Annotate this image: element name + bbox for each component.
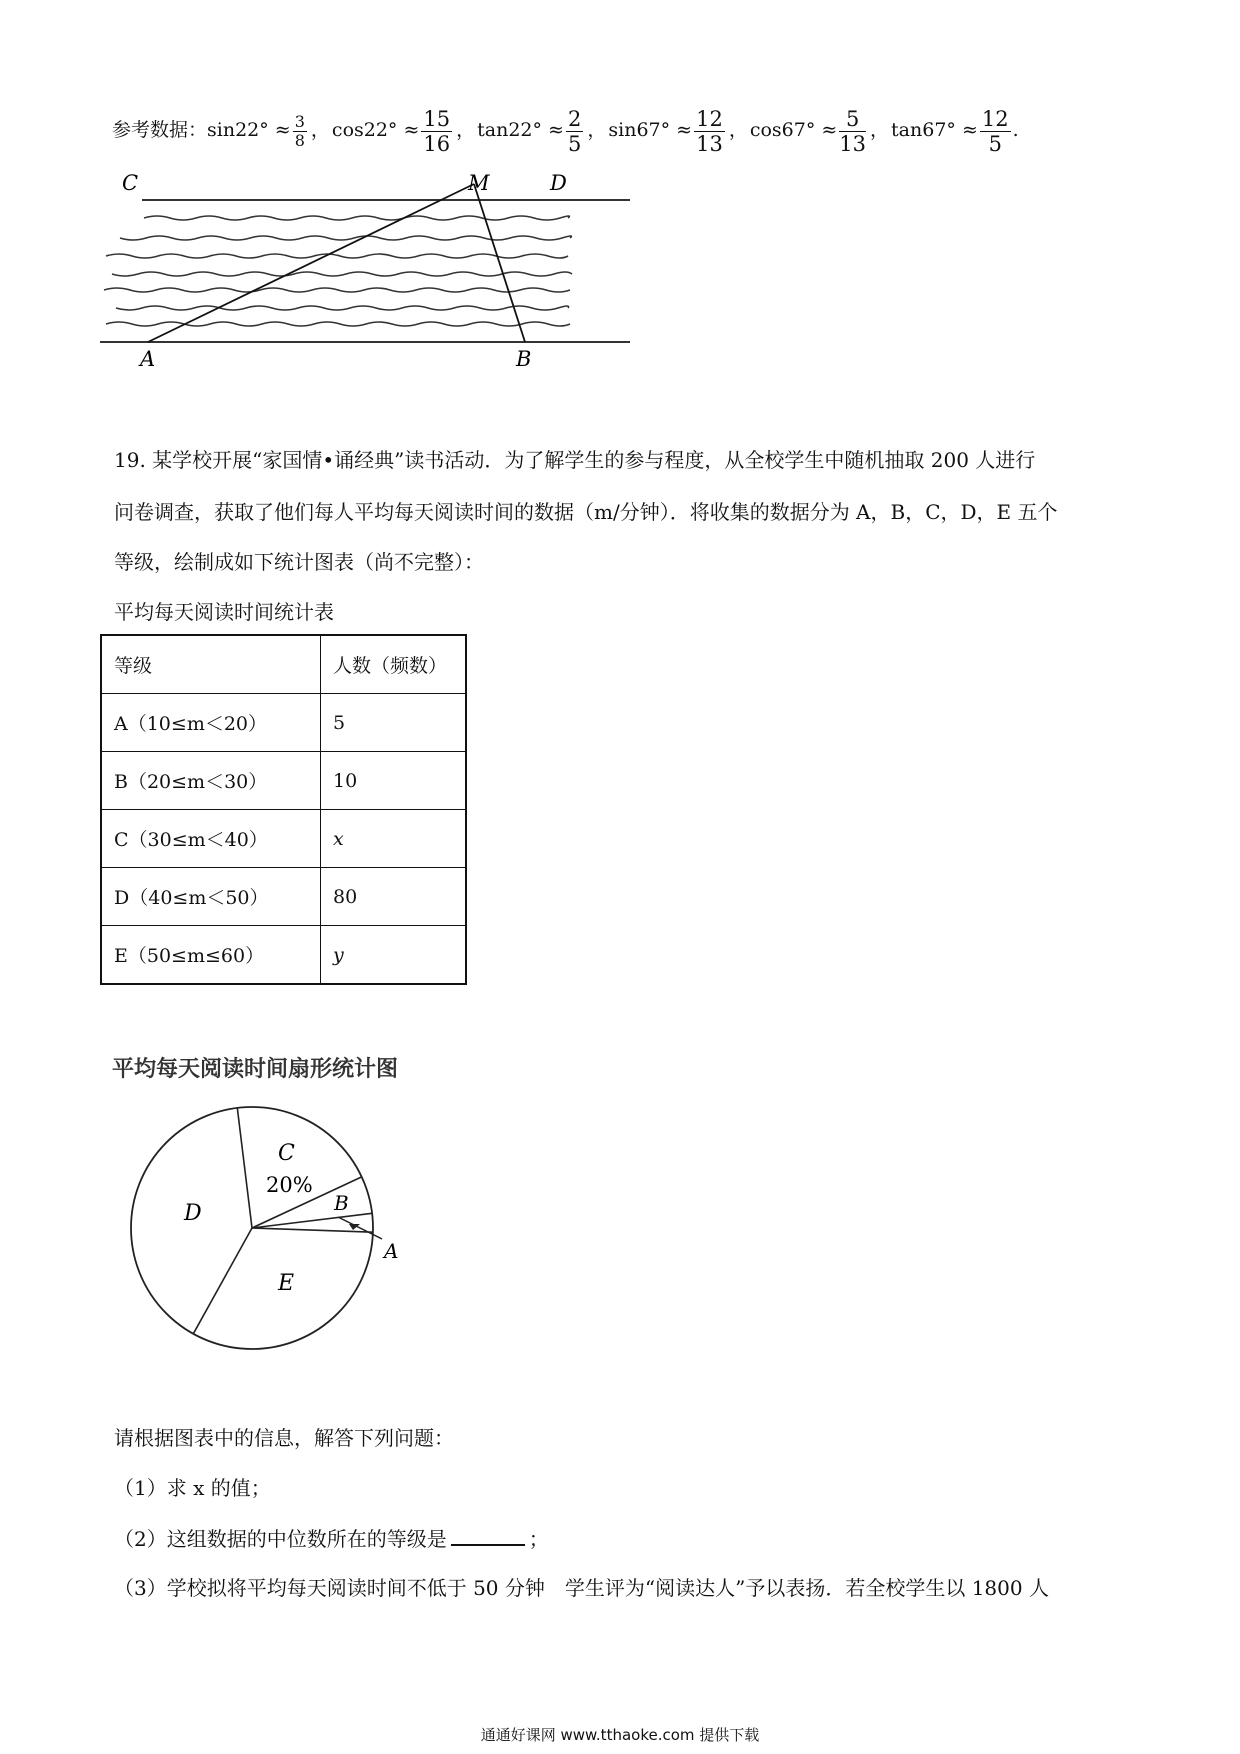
reference-function: cos22° ≈ [331,119,420,141]
reference-item [608,106,749,156]
segment-am [148,184,474,342]
river-wave-line [144,216,569,220]
separator: ， [456,119,476,141]
fraction-numerator: 2 [567,106,582,131]
table-row [101,926,466,985]
row-count: y [321,926,467,985]
label-m: M [468,171,490,195]
label-c: C [122,171,139,195]
row-grade: B（20≤m＜30） [101,752,321,810]
separator: ， [728,119,748,141]
question-2 [114,1524,549,1553]
table-row [101,694,466,752]
reference-function: cos67° ≈ [749,119,838,141]
q19-line-3: 等级，绘制成如下统计图表（尚不完整）： [114,550,484,574]
table-row [101,868,466,926]
separator: ， [870,119,890,141]
river-wave-line [116,306,569,310]
pie-label-c-pct: 20% [266,1173,313,1197]
row-count: 10 [321,752,467,810]
reference-function: sin22° ≈ [207,119,291,141]
stat-table [100,634,467,985]
pie-chart [120,1100,440,1360]
pie-title: 平均每天阅读时间扇形统计图 [112,1057,399,1082]
river-wave-line [106,322,570,326]
reference-item [207,111,332,150]
header-grade: 等级 [101,635,321,694]
fraction-denominator: 8 [294,130,305,150]
reference-label: 参考数据： [112,119,208,141]
a-pointer-line [338,1217,382,1239]
questions-intro: 请根据图表中的信息，解答下列问题： [114,1426,454,1450]
row-count: 80 [321,868,467,926]
fraction-numerator: 12 [696,106,723,131]
separator: ， [587,119,607,141]
fraction-numerator: 5 [839,107,866,132]
question-1: （1）求 x 的值； [114,1476,271,1500]
question-2-text: （2）这组数据的中位数所在的等级是 [114,1527,447,1551]
pie-label-b: B [334,1191,349,1215]
reference-item [891,106,1013,156]
separator: ， [310,119,330,141]
reference-end: . [1012,119,1019,141]
fraction-denominator: 5 [988,131,1002,156]
fraction-denominator: 16 [423,131,451,156]
reference-data-line [112,100,1019,160]
pie-label-a: A [384,1239,399,1263]
reference-item [477,106,608,156]
label-a: A [140,347,156,371]
river-wave-line [104,288,570,292]
table-row [101,752,466,810]
reference-function: sin67° ≈ [608,119,693,141]
fraction [839,107,866,156]
table-header-row [101,635,466,694]
fraction-numerator: 12 [981,106,1009,131]
reference-function: tan67° ≈ [891,119,978,141]
row-grade: E（50≤m≤60） [101,926,321,985]
table-row [101,810,466,868]
question-3: （3）学校拟将平均每天阅读时间不低于 50 分钟 学生评为“阅读达人”予以表扬．若全校学生以 1800 人 [114,1576,1049,1600]
row-grade: C（30≤m＜40） [101,810,321,868]
reference-function: tan22° ≈ [477,119,564,141]
fraction [694,107,725,156]
answer-blank [451,1524,525,1546]
river-wave-line [120,236,571,240]
reference-items [207,106,1013,156]
pie-label-e: E [278,1271,295,1296]
fraction [293,113,307,150]
segment-mb [474,184,525,342]
label-d: D [550,171,567,195]
row-count: x [321,810,467,868]
reference-item [331,106,477,156]
fraction-denominator: 5 [567,131,582,156]
pie-label-c: C [278,1141,295,1166]
row-grade: D（40≤m＜50） [101,868,321,926]
river-wave-line [106,254,568,258]
footer-watermark: 通通好课网 www.tthaoke.com 提供下载 [480,1726,760,1744]
row-grade: A（10≤m＜20） [101,694,321,752]
q19-line-1: 19. 某学校开展“家国情•诵经典”读书活动．为了解学生的参与程度，从全校学生中随机抽取 200 人进行 [114,448,1036,472]
pie-slice-boundary-e [193,1228,252,1334]
reference-item [749,106,891,156]
fraction-denominator: 13 [839,131,867,156]
row-count: 5 [321,694,467,752]
label-b: B [516,347,532,371]
pie-slice-boundary-d [237,1108,252,1228]
fraction-numerator: 15 [423,106,451,131]
pie-slice-boundary-a [252,1228,373,1232]
fraction-numerator: 3 [294,111,305,131]
question-2-end: ； [528,1527,549,1551]
river-figure [100,170,640,380]
fraction [421,107,452,156]
fraction-denominator: 13 [696,131,723,156]
fraction [566,107,583,156]
fraction [980,107,1011,156]
pie-label-d: D [184,1201,202,1226]
header-count: 人数（频数） [321,635,467,694]
table-title: 平均每天阅读时间统计表 [114,600,334,624]
q19-line-2: 问卷调查，获取了他们每人平均每天阅读时间的数据（m/分钟）．将收集的数据分为 A，B，C，D，E 五个 [114,500,1058,524]
